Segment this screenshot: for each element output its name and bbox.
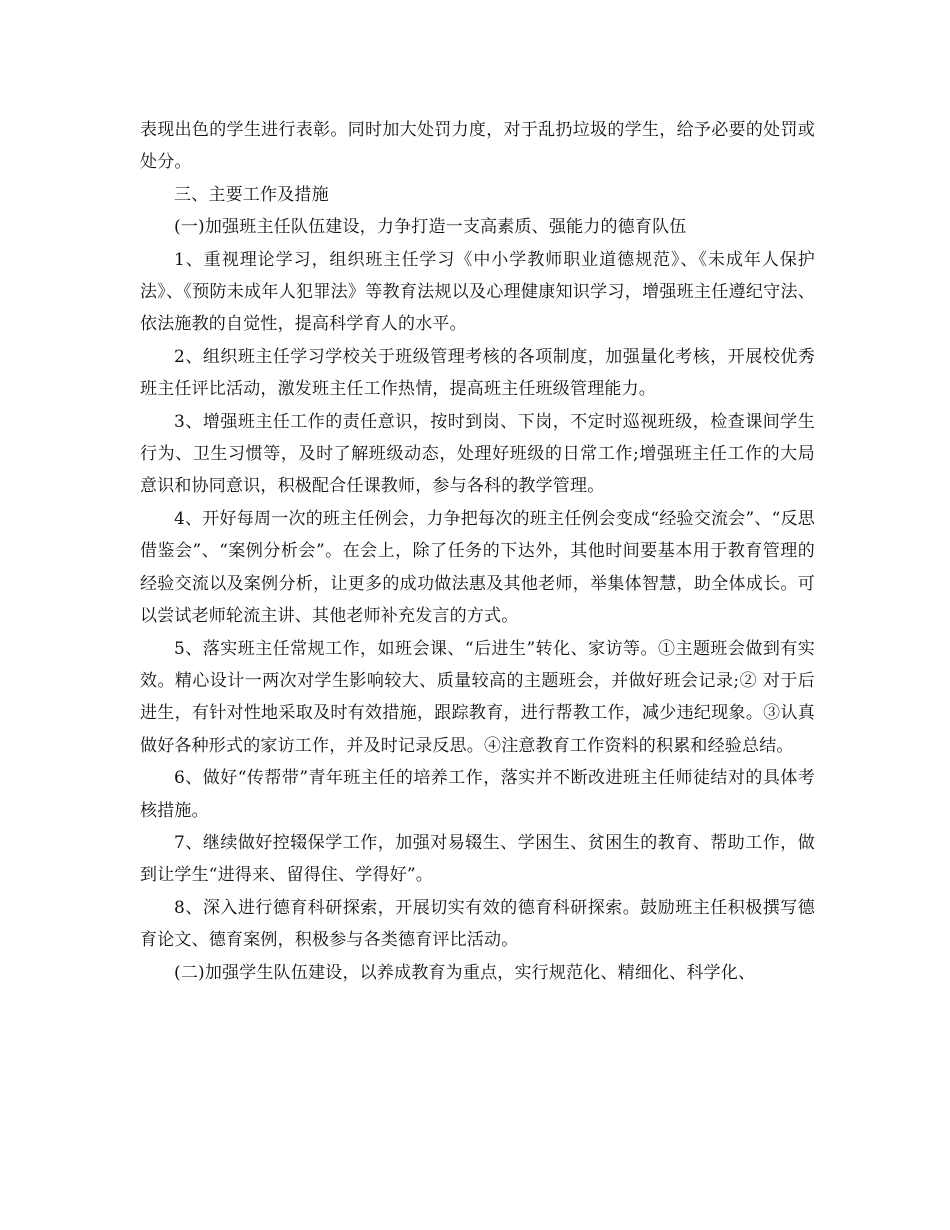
paragraph-item-1: 1、重视理论学习，组织班主任学习《中小学教师职业道德规范》、《未成年人保护法》、《预防未成年人犯罪法》等教育法规以及心理健康知识学习，增强班主任遵纪守法、依法施教的自觉性，提高科学育人的水平。 — [140, 249, 815, 335]
paragraph-item-8: 8、深入进行德育科研探索，开展切实有效的德育科研探索。鼓励班主任积极撰写德育论文、德育案例，积极参与各类德育评比活动。 — [140, 897, 815, 951]
section-heading: 三、主要工作及措施 — [174, 184, 329, 205]
paragraph-item-6: 6、做好“传帮带”青年班主任的培养工作，落实并不断改进班主任师徒结对的具体考核措施。 — [140, 768, 815, 821]
paragraph-item-5: 5、落实班主任常规工作，如班会课、“后进生”转化、家访等。①主题班会做到有实效。精心设计一两次对学生影响较大、质量较高的主题班会，并做好班会记录;② 对于后进生，有针对性地采取及时有效措施，跟踪教育，进行帮教工作，减少违纪现象。③认真做好各种形式的家访工作，并及时记录反思。④注意教育工作资料的积累和经验总结。 — [140, 638, 815, 756]
subsection-heading-2: (二)加强学生队伍建设，以养成教育为重点，实行规范化、精细化、科学化、 — [174, 962, 756, 983]
document-body — [140, 114, 815, 989]
subsection-heading: (一)加强班主任队伍建设，力争打造一支高素质、强能力的德育队伍 — [174, 217, 687, 238]
paragraph-item-7: 7、继续做好控辍保学工作，加强对易辍生、学困生、贫困生的教育、帮助工作，做到让学生“进得来、留得住、学得好”。 — [140, 832, 815, 886]
paragraph-continuation: 表现出色的学生进行表彰。同时加大处罚力度，对于乱扔垃圾的学生，给予必要的处罚或处分。 — [140, 120, 815, 173]
paragraph-item-3: 3、增强班主任工作的责任意识，按时到岗、下岗，不定时巡视班级，检查课间学生行为、卫生习惯等，及时了解班级动态，处理好班级的日常工作;增强班主任工作的大局意识和协同意识，积极配合任课教师，参与各科的教学管理。 — [140, 411, 815, 497]
paragraph-item-2: 2、组织班主任学习学校关于班级管理考核的各项制度，加强量化考核，开展校优秀班主任评比活动，激发班主任工作热情，提高班主任班级管理能力。 — [140, 346, 815, 400]
paragraph-item-4: 4、开好每周一次的班主任例会，力争把每次的班主任例会变成“经验交流会”、“反思借鉴会”、“案例分析会”。在会上，除了任务的下达外，其他时间要基本用于教育管理的经验交流以及案例分析，让更多的成功做法惠及其他老师，举集体智慧，助全体成长。可以尝试老师轮流主讲、其他老师补充发言的方式。 — [140, 508, 815, 627]
